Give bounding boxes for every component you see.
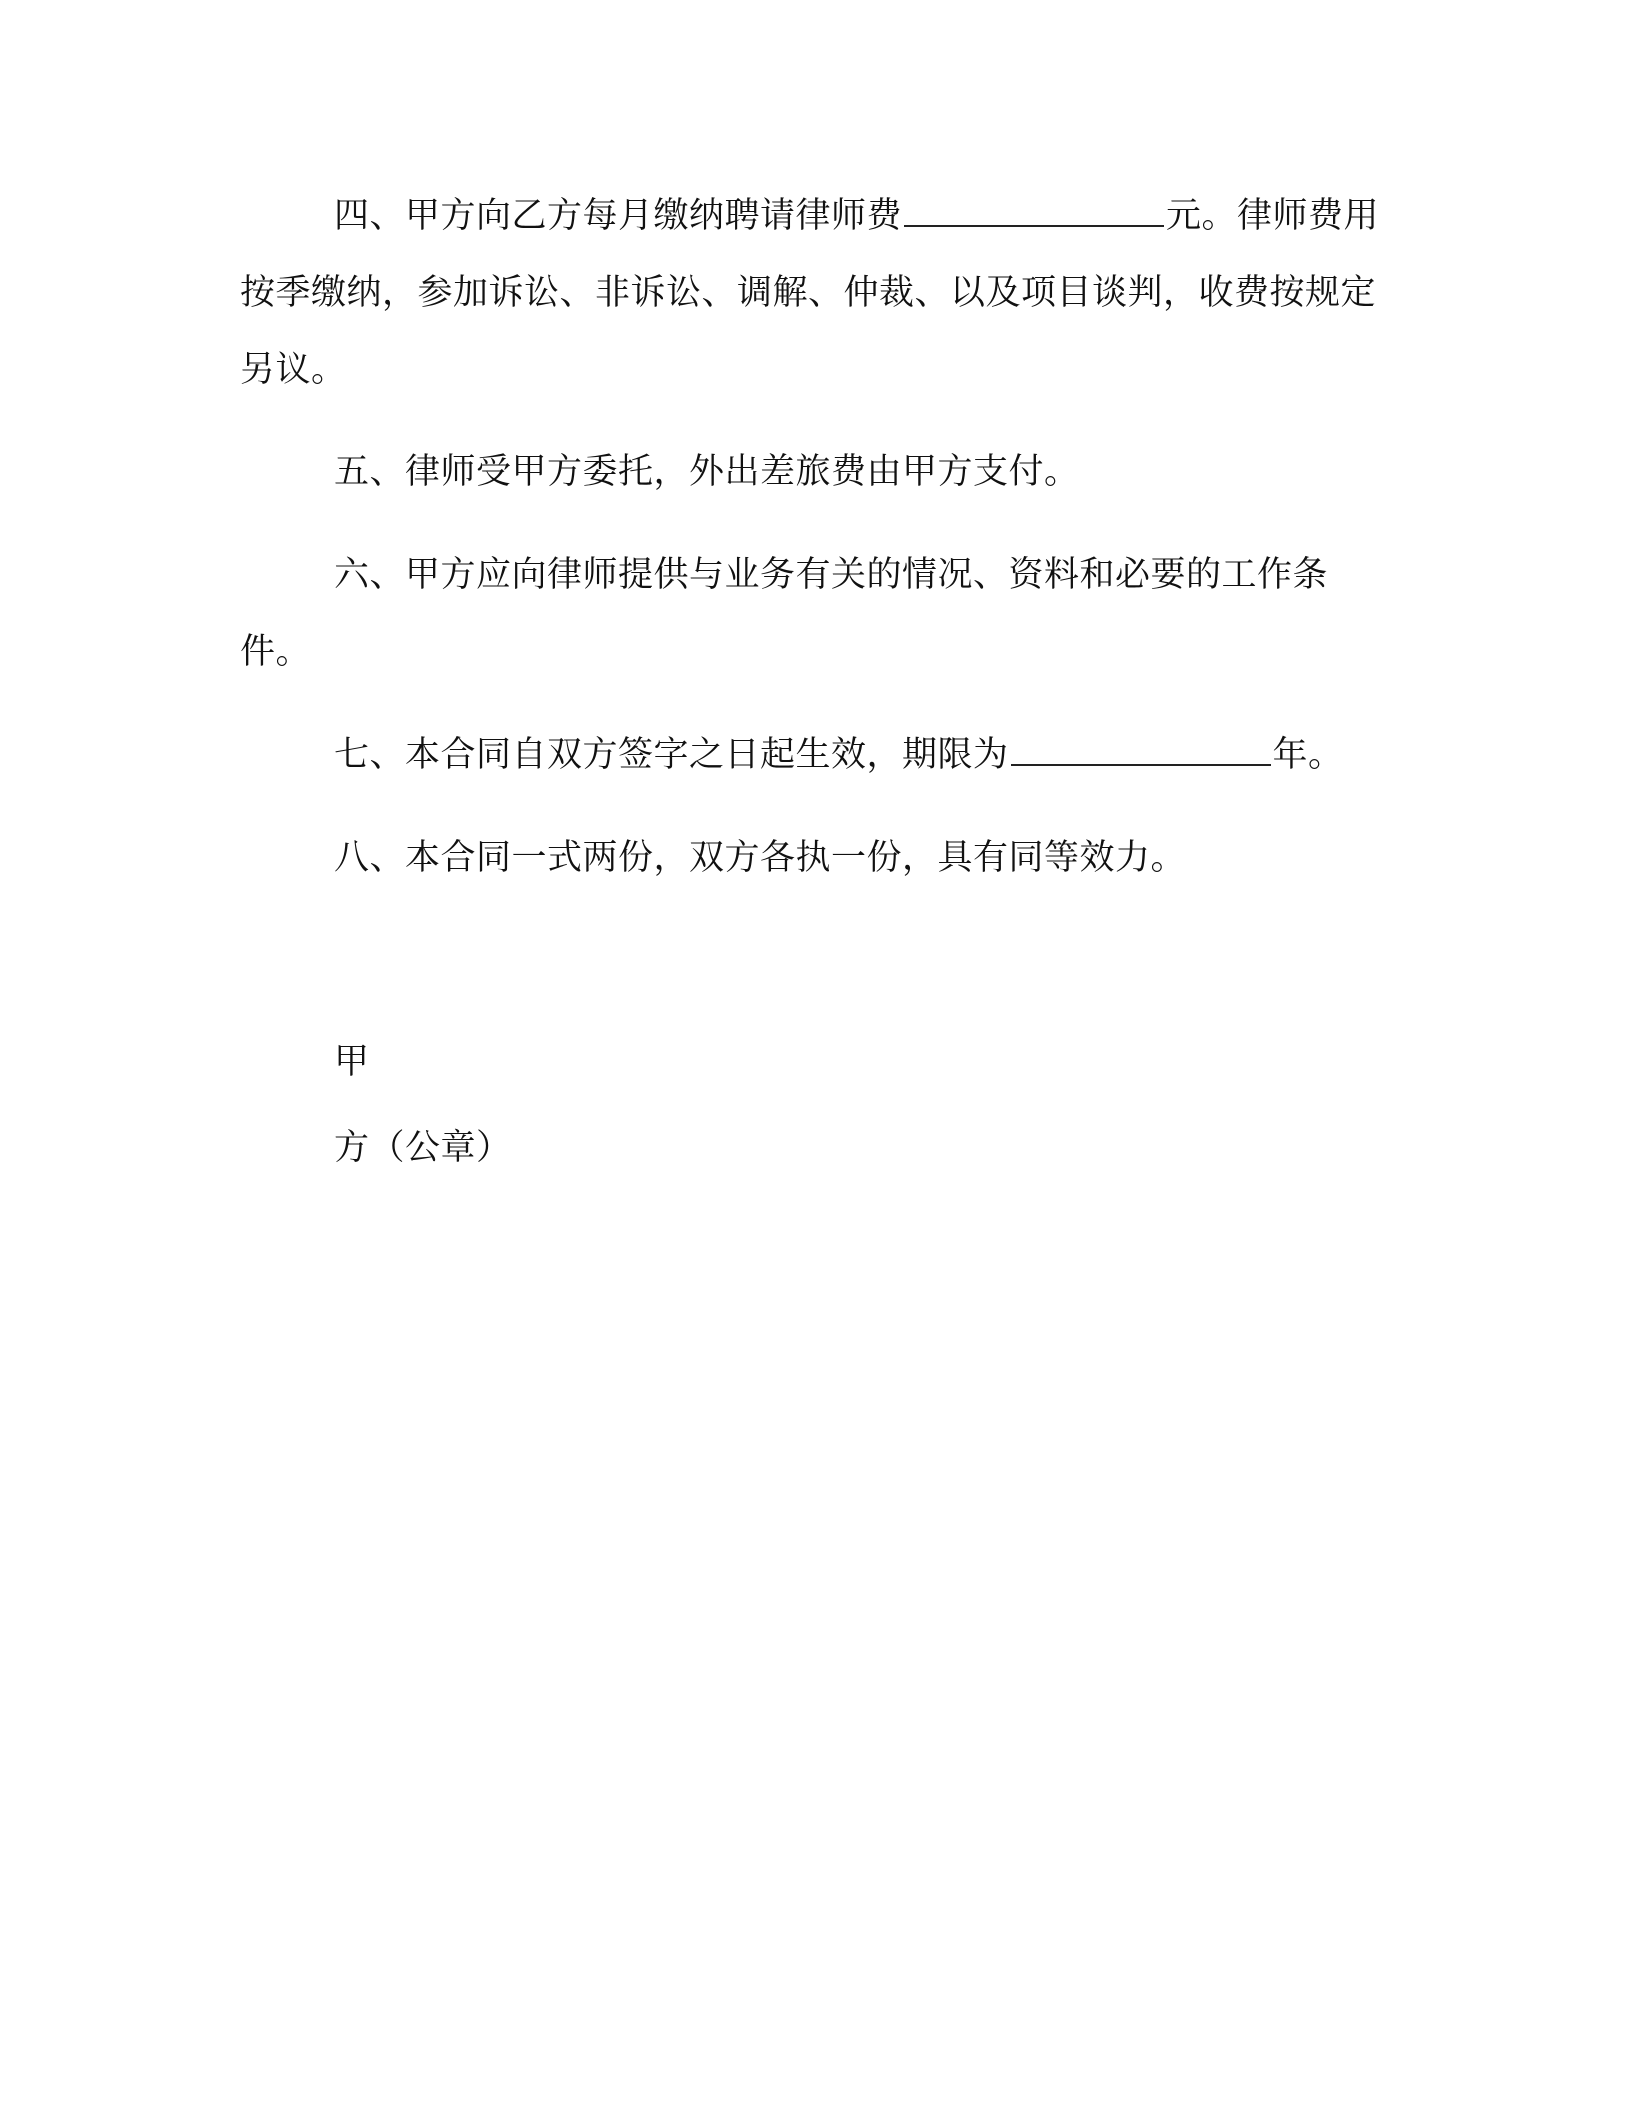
term-years-blank — [1011, 734, 1271, 766]
signature-party-a-line1: 甲 — [334, 1042, 370, 1082]
clause-4-text-after: 元。律师费用按季缴纳，参加诉讼、非诉讼、调解、仲裁、以及项目谈判，收费按规定另议。 — [240, 196, 1380, 390]
clause-5 — [240, 434, 1380, 511]
signature-party-a-seal: 方（公章） — [334, 1128, 512, 1168]
clause-4 — [240, 178, 1380, 409]
clause-4-text-before: 四、甲方向乙方每月缴纳聘请律师费 — [334, 196, 903, 236]
clause-6-text: 六、甲方应向律师提供与业务有关的情况、资料和必要的工作条件。 — [240, 555, 1329, 672]
clause-7-text-after: 年。 — [1272, 735, 1344, 775]
clause-8 — [240, 820, 1380, 897]
clause-7 — [240, 717, 1380, 794]
fee-amount-blank — [904, 195, 1164, 227]
clause-7-text-before: 七、本合同自双方签字之日起生效，期限为 — [334, 735, 1009, 775]
clause-5-text: 五、律师受甲方委托，外出差旅费由甲方支付。 — [334, 452, 1080, 492]
clause-6 — [240, 537, 1380, 691]
clause-8-text: 八、本合同一式两份，双方各执一份，具有同等效力。 — [334, 838, 1187, 878]
